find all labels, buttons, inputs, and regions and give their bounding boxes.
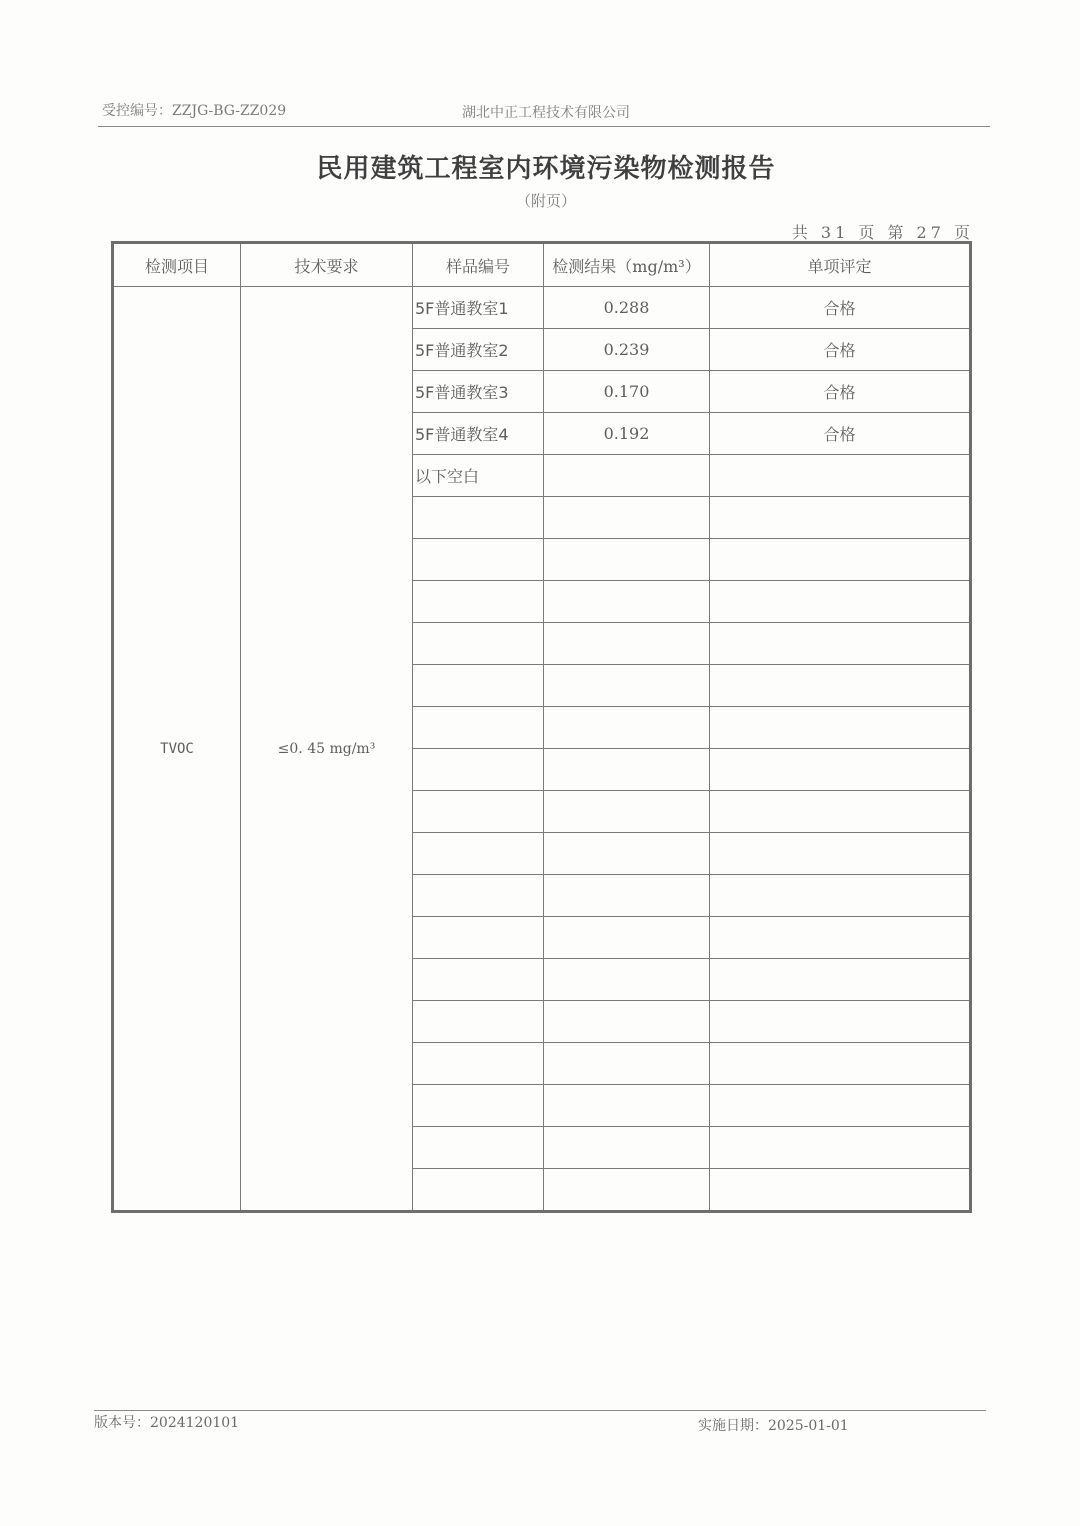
results-table xyxy=(111,241,972,1213)
footer-divider xyxy=(94,1410,986,1411)
evaluation: 合格 xyxy=(710,371,971,413)
sample-id: 5F普通教室4 xyxy=(413,413,544,455)
sample-id: 5F普通教室2 xyxy=(413,329,544,371)
evaluation xyxy=(710,455,971,497)
header-evaluation: 单项评定 xyxy=(710,243,971,287)
test-result: 0.288 xyxy=(544,287,710,329)
evaluation: 合格 xyxy=(710,413,971,455)
version-number: 版本号：2024120101 xyxy=(94,1415,240,1431)
sample-id: 以下空白 xyxy=(413,455,544,497)
company-name: 湖北中正工程技术有限公司 xyxy=(462,105,630,121)
page-info: 共 31 页 第 27 页 xyxy=(791,223,974,242)
header-divider xyxy=(98,126,990,127)
test-result: 0.239 xyxy=(544,329,710,371)
test-result xyxy=(544,455,710,497)
control-number: 受控编号：ZZJG-BG-ZZ029 xyxy=(102,103,287,119)
test-item: TVOC xyxy=(113,287,241,1212)
table-row xyxy=(113,287,971,329)
evaluation: 合格 xyxy=(710,287,971,329)
report-subtitle: （附页） xyxy=(515,192,576,210)
effective-date: 实施日期：2025-01-01 xyxy=(698,1418,849,1434)
report-title: 民用建筑工程室内环境污染物检测报告 xyxy=(316,154,776,184)
tech-requirement: ≤0. 45 mg/m³ xyxy=(241,287,413,1212)
header-item: 检测项目 xyxy=(113,243,241,287)
evaluation: 合格 xyxy=(710,329,971,371)
header-requirement: 技术要求 xyxy=(241,243,413,287)
sample-id: 5F普通教室3 xyxy=(413,371,544,413)
header-sample: 样品编号 xyxy=(413,243,544,287)
test-result: 0.192 xyxy=(544,413,710,455)
table-header-row xyxy=(113,243,971,287)
test-result: 0.170 xyxy=(544,371,710,413)
sample-id: 5F普通教室1 xyxy=(413,287,544,329)
header-result: 检测结果（mg/m³） xyxy=(544,243,710,287)
